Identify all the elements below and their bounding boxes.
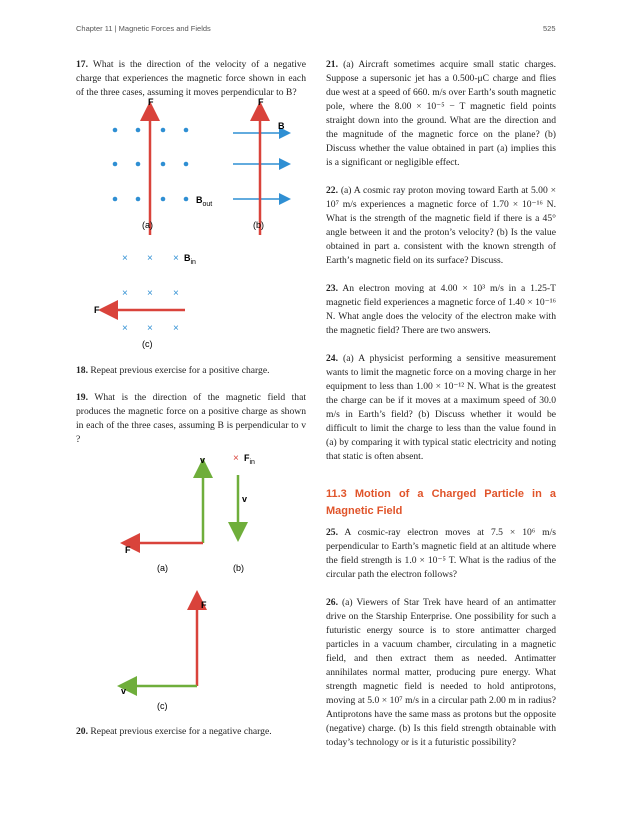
left-column-mid — [76, 364, 306, 447]
b-out-label: $B_{out}$ — [196, 195, 213, 208]
exercise-21: 21. (a) Aircraft sometimes acquire small static charges. Suppose a supersonic jet has a 0.500-μC charge and flies due west at a speed of 660. m/s over Earth’s south magnetic pole, where the 8.00 × 10⁻⁵ − T magnetic field points straight down into the ground. What are the direction and the magnitude of the magnetic force on the plane? (b) Discuss whether the value obtained in part (a) implies this is a significant or negligible effect. — [326, 59, 557, 168]
b-in-label: $B_{in}$ — [184, 253, 196, 266]
exercise-18: 18. Repeat previous exercise for a positive charge. — [76, 365, 270, 376]
force-into-page-mark: × — [233, 453, 239, 464]
force-label-c: F — [94, 305, 100, 315]
section-heading: 11.3 Motion of a Charged Particle in a Magnetic Field — [326, 488, 556, 517]
case-b-label: (b) — [253, 220, 264, 230]
svg-text:×: × — [173, 288, 179, 299]
case-a-label: (a) — [142, 220, 153, 230]
svg-text:×: × — [173, 323, 179, 334]
running-header: Chapter 11 | Magnetic Forces and Fields — [76, 24, 211, 33]
velocity-label-b: v — [242, 494, 248, 504]
svg-text:×: × — [122, 288, 128, 299]
case-a2-label: (a) — [157, 563, 168, 573]
svg-text:×: × — [147, 253, 153, 264]
force-in-label: $F_{in}$ — [244, 453, 255, 466]
case-c-label: (c) — [142, 339, 153, 349]
svg-text:×: × — [122, 323, 128, 334]
svg-text:×: × — [147, 323, 153, 334]
exercise-25: 25. A cosmic-ray electron moves at 7.5 × 10⁶ m/s perpendicular to Earth’s magnetic field at an altitude where the field strength is 1.0 × 10⁻⁵ T. What is the radius of the circular path the electron follows? — [326, 527, 557, 580]
figure-force-field-cases — [80, 95, 310, 355]
b-label-b: B — [278, 121, 285, 131]
exercise-17: 17. What is the direction of the velocity of a negative charge that experiences the magnetic force shown in each of the three cases, assuming it moves perpendicular to B? — [76, 59, 306, 98]
left-column-bottom — [76, 725, 306, 739]
exercise-23: 23. An electron moving at 4.00 × 10³ m/s in a 1.25-T magnetic field experiences a magnetic force of 1.40 × 10⁻¹⁶ N. What angle does the velocity of the electron make with the magnetic field? There are two answers. — [326, 283, 556, 336]
figure-velocity-force-cases — [115, 450, 275, 720]
force-label-a2: F — [125, 545, 131, 555]
exercise-20: 20. Repeat previous exercise for a negative charge. — [76, 726, 272, 737]
page-number: 525 — [543, 24, 556, 33]
exercise-24: 24. (a) A physicist performing a sensitive measurement wants to limit the magnetic force on a moving charge in her equipment to less than 1.00 × 10⁻¹² N. What is the greatest the charge can be if it moves at a maximum speed of 30.0 m/s in Earth’s field? (b) Discuss whether it would be difficult to limit the charge to less than the value found in (a) by comparing it with typical static electricity and noting that static is often absent. — [326, 353, 557, 462]
force-label-c2: F — [201, 600, 207, 610]
left-column — [76, 58, 306, 100]
case-c2-label: (c) — [157, 701, 168, 711]
force-label-a: F — [148, 97, 154, 107]
velocity-label-c: v — [121, 686, 127, 696]
svg-text:×: × — [147, 288, 153, 299]
svg-text:×: × — [173, 253, 179, 264]
exercise-19: 19. What is the direction of the magnetic field that produces the magnetic force on a positive charge as shown in each of the three cases, assuming B is perpendicular to v ? — [76, 392, 306, 445]
svg-text:×: × — [122, 253, 128, 264]
exercise-26: 26. (a) Viewers of Star Trek have heard of an antimatter drive on the Starship Enterprise. One possibility for such a futuristic energy source is to store antimatter charged particles in a vacuum chamber, circulating in a magnetic field, and then extract them as needed. Antimatter annihilates normal matter, producing pure energy. What strength magnetic field is needed to hold antiprotons, moving at 5.0 × 10⁷ m/s in a circular path 2.00 m in radius? Antiprotons have the same mass as protons but the opposite (negative) charge. (b) Is this field strength obtainable with today’s technology or is it a futuristic possibility? — [326, 597, 556, 748]
velocity-label-a: v — [200, 455, 206, 465]
case-b2-label: (b) — [233, 563, 244, 573]
right-column — [326, 58, 556, 750]
field-in-crosses — [122, 253, 179, 334]
force-label-b: F — [258, 97, 264, 107]
exercise-22: 22. (a) A cosmic ray proton moving toward Earth at 5.00 × 10⁷ m/s experiences a magnetic force of 1.70 × 10⁻¹⁶ N. What is the strength of the magnetic field if there is a 45° angle between it and the proton’s velocity? (b) Is the value obtained in part a. consistent with the known strength of Earth’s magnetic field on its surface? Discuss. — [326, 185, 557, 266]
